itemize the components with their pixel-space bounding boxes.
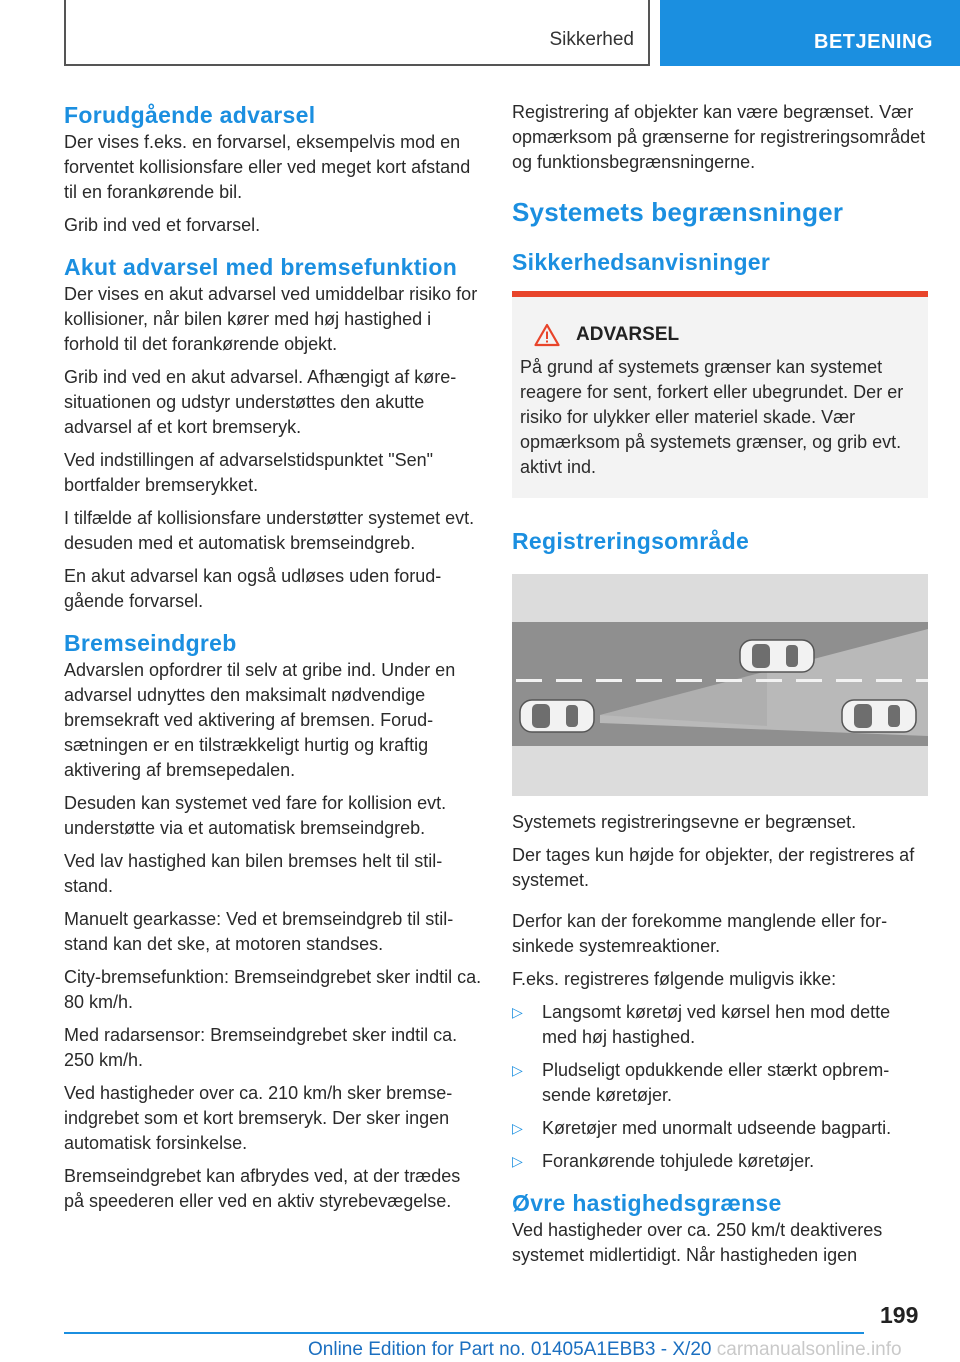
footer <box>308 1339 902 1361</box>
paragraph: Manuelt gearkasse: Ved et bremseindgreb til stilstand kan det ske, at motoren standses. <box>64 909 454 954</box>
paragraph: Ved hastigheder over ca. 250 km/t deaktiveres systemet midlertidigt. Når hastigheden igen <box>512 1220 883 1265</box>
list-item: ▷ Langsomt køretøj ved kørsel hen mod dette med høj hastighed. <box>512 1002 891 1047</box>
heading-system-limits: Systemets begrænsninger <box>512 197 844 227</box>
paragraph: Advarslen opfordrer til selv at gribe ind. Under en advarsel udnyttes den maksimalt nødvendige bremsekraft ved aktivering af bremsen. Forudsætningen er en tilstrækkeligt hurtig og kraftig aktivering af bremsepedalen. <box>64 660 456 780</box>
paragraph: En akut advarsel kan også udløses uden forudgående forvarsel. <box>64 566 442 611</box>
paragraph: Med radarsensor: Bremseindgrebet sker indtil ca. 250 km/h. <box>64 1025 458 1070</box>
left-column <box>64 100 482 1222</box>
heading-detection-range: Registreringsområde <box>512 528 750 554</box>
warning-title <box>534 323 920 347</box>
header-chapter-label: BETJENING <box>814 31 933 53</box>
list-item: ▷ Pludseligt opdukkende eller stærkt opbremsende køretøjer. <box>512 1060 890 1105</box>
undetected-objects-list <box>512 1000 928 1174</box>
paragraph: Ved lav hastighed kan bilen bremses helt til stilstand. <box>64 851 443 896</box>
header-section-title: Sikkerhed <box>549 29 634 50</box>
triangle-right-icon: ▷ <box>512 1062 523 1078</box>
paragraph: I tilfælde af kollisionsfare understøtter systemet evt. desuden med et automatisk bremseindgreb. <box>64 508 475 553</box>
paragraph: Bremseindgrebet kan afbrydes ved, at der trædes på speederen eller ved en aktiv styrebevægelse. <box>64 1166 461 1211</box>
heading-safety-notes: Sikkerhedsanvisninger <box>512 249 771 275</box>
paragraph: Desuden kan systemet ved fare for kollision evt. understøtte via et automatisk bremseindgreb. <box>64 793 447 838</box>
footer-edition: Online Edition for Part no. 01405A1EBB3 - X/20 <box>308 1339 712 1360</box>
paragraph: Der vises en akut advarsel ved umiddelbar risiko for kollisioner, når bilen kører med høj hastighed i forhold til det forankørende objekt. <box>64 284 478 354</box>
heading-acute-warning: Akut advarsel med bremsefunktion <box>64 254 458 280</box>
list-item: ▷ Forankørende tohjulede køretøjer. <box>512 1149 928 1174</box>
triangle-right-icon: ▷ <box>512 1004 523 1020</box>
footer-watermark: carmanualsonline.info <box>716 1339 902 1360</box>
paragraph: Ved hastigheder over ca. 210 km/h sker bremseindgrebet som et kort bremseryk. Der sker ingen automatisk forsinkelse. <box>64 1083 453 1153</box>
paragraph: Grib ind ved en akut advarsel. Afhængigt af køresituationen og udstyr understøttes den akutte advarsel af et kort bremseryk. <box>64 367 457 437</box>
paragraph: Der tages kun højde for objekter, der registreres af systemet. <box>512 845 915 890</box>
paragraph: Ved indstillingen af advarselstidspunktet "Sen" bortfalder bremserykket. <box>64 450 434 495</box>
heading-upper-speed-limit: Øvre hastighedsgrænse <box>512 1190 782 1216</box>
warning-box <box>512 291 928 498</box>
paragraph: Systemets registreringsevne er begrænset. <box>512 812 857 832</box>
footer-divider <box>64 1332 864 1334</box>
heading-forward-warning: Forudgående advarsel <box>64 102 316 128</box>
right-column <box>512 100 928 1276</box>
paragraph: City-bremsefunktion: Bremseindgrebet sker indtil ca. 80 km/h. <box>64 967 482 1012</box>
paragraph: Derfor kan der forekomme manglende eller forsinkede systemreaktioner. <box>512 911 888 956</box>
heading-brake-intervention: Bremseindgreb <box>64 630 237 656</box>
triangle-right-icon: ▷ <box>512 1120 523 1136</box>
warning-triangle-icon <box>534 323 560 347</box>
detection-range-illustration <box>512 574 928 796</box>
header-chapter-tab <box>660 0 960 66</box>
detection-range-figure <box>512 574 928 796</box>
paragraph: F.eks. registreres følgende muligvis ikke: <box>512 969 837 989</box>
paragraph: Grib ind ved et forvarsel. <box>64 215 261 235</box>
header-section-box <box>64 0 650 66</box>
warning-title-text: ADVARSEL <box>576 324 680 345</box>
page-number: 199 <box>880 1302 919 1328</box>
triangle-right-icon: ▷ <box>512 1153 523 1169</box>
warning-text: På grund af systemets grænser kan systemet reagere for sent, forkert eller ubegrundet. Der er risiko for ulykker eller materiel skade. Vær opmærksom på systemets grænser, og grib evt. aktivt ind. <box>520 357 904 477</box>
paragraph: Der vises f.eks. en forvarsel, eksempelvis mod en forventet kollisionsfare eller ved meget kort afstand til en forankørende bil. <box>64 132 471 202</box>
list-item: ▷ Køretøjer med unormalt udseende bagparti. <box>512 1116 928 1141</box>
paragraph: Registrering af objekter kan være begrænset. Vær opmærksom på grænserne for registreringsområdet og funktionsbegrænsningerne. <box>512 102 926 172</box>
